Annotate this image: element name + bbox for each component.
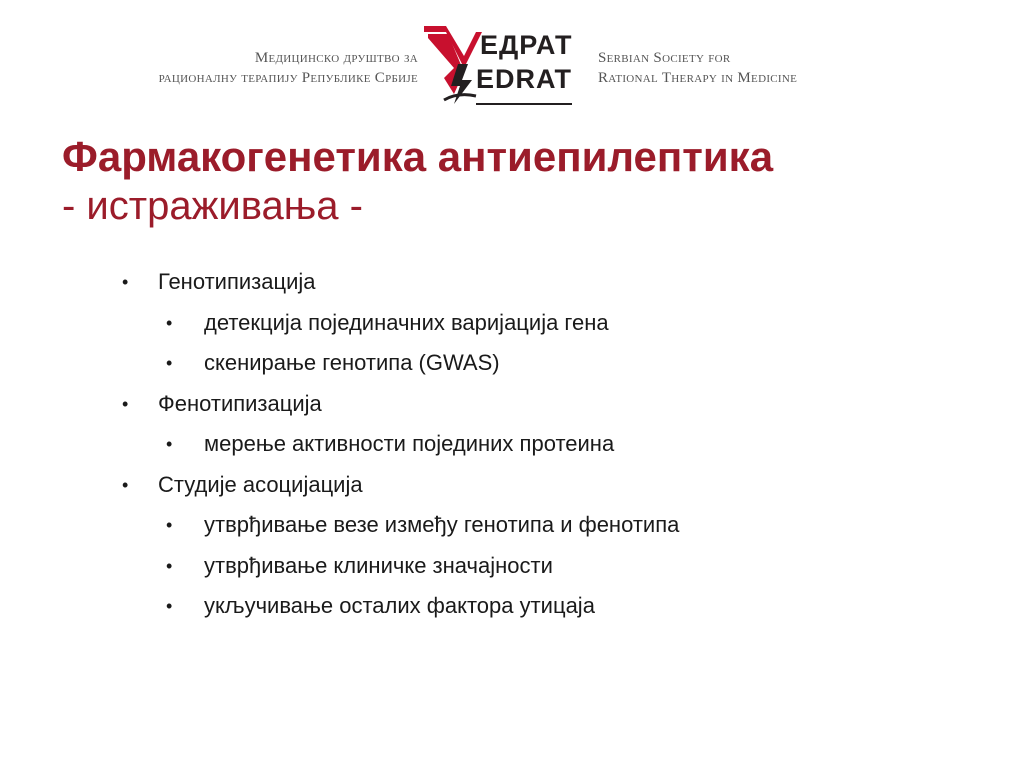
slide-title: [62, 132, 982, 230]
org-name-serbian-line2: рационалну терапију Републике Србије: [158, 70, 418, 86]
bullet-item: [118, 465, 978, 506]
bullet-dot-icon: •: [166, 596, 173, 616]
bullet-list: [118, 262, 978, 627]
bullet-text: Студије асоцијација: [158, 471, 363, 497]
sub-bullet-text: мерење активности појединих протеина: [204, 431, 615, 456]
bullet-dot-icon: •: [166, 555, 173, 576]
bullet-dot-icon: •: [166, 515, 173, 535]
sub-bullet-item: [118, 343, 978, 384]
sub-bullet-text: укључивање осталих фактора утицаја: [204, 593, 595, 618]
logo-text-top: ЕДРАТ: [480, 30, 573, 60]
slide-title-sub: - истраживања -: [62, 184, 363, 228]
bullet-dot-icon: •: [122, 474, 129, 495]
bullet-text: Генотипизација: [158, 269, 316, 294]
sub-bullet-item: [118, 303, 978, 344]
bullet-text: Фенотипизација: [158, 390, 322, 416]
bullet-dot-icon: •: [122, 393, 129, 414]
sub-bullet-item: [118, 424, 978, 465]
bullet-item: [118, 384, 978, 425]
bullet-dot-icon: •: [166, 312, 173, 333]
org-name-serbian: [100, 48, 418, 88]
org-name-english: [598, 48, 858, 88]
org-name-english-line2: Rational Therapy in Medicine: [598, 70, 798, 86]
sub-bullet-item: [118, 586, 978, 627]
org-name-english-line1: Serbian Society for: [598, 50, 731, 66]
medrat-logo: [424, 24, 574, 108]
bullet-dot-icon: •: [122, 272, 129, 292]
sub-bullet-item: [118, 546, 978, 587]
sub-bullet-item: [118, 505, 978, 546]
bullet-item: [118, 262, 978, 303]
slide-title-main: Фармакогенетика антиепилептика: [62, 133, 774, 180]
sub-bullet-text: детекција појединачних варијација гена: [204, 309, 609, 335]
org-name-serbian-line1: Медицинско друштво за: [254, 50, 418, 66]
medrat-logo-graphic: [424, 24, 574, 108]
sub-bullet-text: утврђивање везе између генотипа и фенотипа: [204, 512, 680, 537]
bullet-dot-icon: •: [166, 434, 173, 454]
sub-bullet-text: скенирање генотипа (GWAS): [204, 350, 500, 375]
sub-bullet-text: утврђивање клиничке значајности: [204, 552, 553, 578]
logo-base-arc: [444, 95, 476, 100]
logo-text-bottom: EDRAT: [476, 64, 572, 94]
bullet-dot-icon: •: [166, 353, 173, 373]
